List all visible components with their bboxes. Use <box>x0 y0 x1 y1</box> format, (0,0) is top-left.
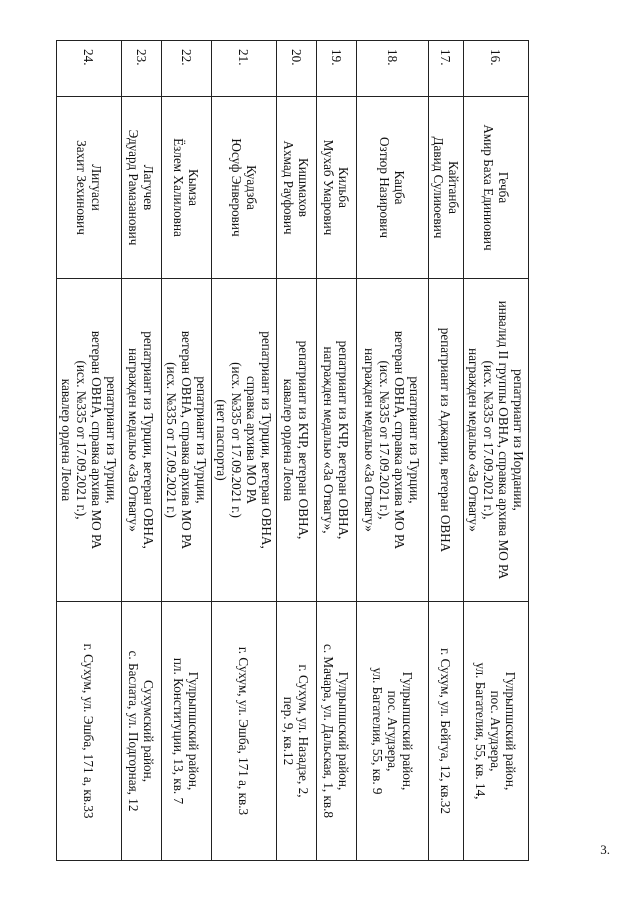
table-row <box>162 41 212 861</box>
table-row <box>122 41 162 861</box>
table-body <box>57 41 529 861</box>
address-cell-line: с. Баслата, ул. Подгорная, 12 <box>126 650 142 812</box>
status-cell <box>357 279 429 602</box>
name-cell <box>317 97 357 279</box>
status-cell <box>277 279 317 602</box>
status-cell-line: кавалер ордена Леона <box>59 378 74 502</box>
address-cell-line: пос. Агудзера, <box>385 690 400 772</box>
status-cell-line: награжден медалью «За Отвагу» <box>126 348 142 532</box>
address-cell <box>464 602 529 861</box>
status-cell <box>429 279 464 602</box>
row-number-cell: 21. <box>212 41 277 97</box>
address-cell <box>57 602 122 861</box>
row-number-cell: 17. <box>429 41 464 97</box>
table-row <box>212 41 277 861</box>
table-row <box>429 41 464 861</box>
address-cell-line: г. Сухум, ул. Эшба, 171 а, кв.3 <box>236 646 252 816</box>
status-cell-line: награжден медалью «За Отвагу», <box>321 346 337 534</box>
status-cell-line: (нет паспорта) <box>214 399 229 481</box>
address-cell-line: ул. Багателия, 55, кв. 14, <box>473 662 489 800</box>
row-number-cell: 16. <box>464 41 529 97</box>
status-cell-line: репатриант из КЧР, ветеран ОВНА, <box>296 340 312 540</box>
status-cell-line: репатриант из Турции, <box>104 376 119 504</box>
address-cell-line: пер. 9, кв.12 <box>281 696 297 766</box>
table-row <box>357 41 429 861</box>
row-number-cell: 24. <box>57 41 122 97</box>
status-cell-line: репатриант из Аджарии, ветеран ОВНА <box>438 327 454 553</box>
name-cell <box>162 97 212 279</box>
name-cell <box>464 97 529 279</box>
status-cell-line: ветеран ОВНА, справка архива МО РА <box>179 330 194 550</box>
name-cell-line: Куадзба <box>244 165 259 210</box>
status-cell <box>57 279 122 602</box>
table-row <box>57 41 122 861</box>
address-cell-line: пл. Конституции, 13, кв. 7 <box>171 657 187 805</box>
row-number-cell: 22. <box>162 41 212 97</box>
address-cell <box>277 602 317 861</box>
address-cell-line: г. Сухум, ул. Бейгуа, 12, кв.32 <box>438 648 454 814</box>
address-cell <box>122 602 162 861</box>
row-number-cell: 23. <box>122 41 162 97</box>
name-cell-line: Давид Сулиюевич <box>431 136 446 239</box>
status-cell-line: (исх. №335 от 17.09.2021 г.), <box>74 360 89 520</box>
name-cell <box>122 97 162 279</box>
status-cell-line: (исх. №335 от 17.09.2021 г.), <box>377 360 393 520</box>
name-cell-line: Юсуф Энверович <box>229 138 244 237</box>
row-number-cell: 19. <box>317 41 357 97</box>
name-cell-line: Лигуаси <box>89 164 104 211</box>
status-cell-line: награжден медалью «За Отвагу» <box>466 348 481 532</box>
veterans-table <box>56 40 529 861</box>
name-cell-line: Озтюр Назирович <box>377 137 393 238</box>
row-number-cell: 20. <box>277 41 317 97</box>
name-cell-line: Захит Зехинович <box>74 140 89 235</box>
address-cell <box>317 602 357 861</box>
row-number-cell: 18. <box>357 41 429 97</box>
address-cell-line: Сухумский район, <box>141 679 157 783</box>
status-cell <box>212 279 277 602</box>
name-cell-line: Амир Баха Единиович <box>481 124 496 251</box>
name-cell-line: Ахмад Рауфович <box>281 140 297 235</box>
name-cell-line: Кацба <box>392 170 408 205</box>
name-cell-line: Эдуард Рамазанович <box>126 129 142 246</box>
address-cell <box>429 602 464 861</box>
address-cell-line: пос. Агудзера, <box>488 690 504 772</box>
status-cell-line: награжден медалью «За Отвагу» <box>362 348 378 532</box>
address-cell <box>162 602 212 861</box>
address-cell-line: г. Сухум, ул. Эшба, 171 а, кв.33 <box>81 643 97 819</box>
status-cell <box>317 279 357 602</box>
name-cell <box>277 97 317 279</box>
status-cell-line: ветеран ОВНА, справка архива МО РА <box>392 330 408 550</box>
name-cell-line: Кайтанба <box>446 161 461 214</box>
address-cell-line: Гулрыпшский район, <box>336 671 352 791</box>
status-cell <box>122 279 162 602</box>
name-cell <box>57 97 122 279</box>
status-cell-line: репатриант из Иордании, <box>511 369 526 511</box>
name-cell-line: Ёзлем Халиловна <box>171 138 187 237</box>
status-cell-line: репатриант из Турции, <box>194 376 209 504</box>
address-cell-line: Гулрыпшский район, <box>400 671 415 791</box>
page-number: 3. <box>600 842 610 857</box>
address-cell-line: Гулрыпшский район, <box>186 671 202 791</box>
table-row <box>317 41 357 861</box>
address-cell-line: с. Мачара, ул. Дальская, 1, кв.8 <box>321 643 337 819</box>
name-cell-line: Кильба <box>336 166 352 208</box>
status-cell-line: репатриант из КЧР, ветеран ОВНА, <box>336 340 352 540</box>
status-cell-line: репатриант из Турции, ветеран ОВНА, <box>141 331 157 549</box>
address-cell <box>212 602 277 861</box>
name-cell-line: Кымза <box>186 168 202 207</box>
status-cell-line: репатриант из Турции, <box>407 376 423 504</box>
name-cell-line: Мухаб Умарович <box>321 139 337 236</box>
status-cell-line: инвалид II группы ОВНА, справка архива МО РА <box>496 300 511 580</box>
status-cell-line: (исх. №335 от 17.09.2021 г.) <box>229 362 244 518</box>
address-cell <box>357 602 429 861</box>
status-cell-line: (исх. №335 от 17.09.2021 г.) <box>164 362 179 518</box>
status-cell-line: кавалер ордена Леона <box>281 378 297 502</box>
name-cell <box>212 97 277 279</box>
name-cell-line: Кишмахов <box>296 157 312 218</box>
address-cell-line: Гулрыпшский район, <box>503 671 519 791</box>
status-cell-line: ветеран ОВНА, справка архива МО РА <box>89 330 104 550</box>
status-cell-line: репатриант из Турции, ветеран ОВНА, <box>259 331 274 549</box>
document-table-container <box>59 40 529 860</box>
name-cell-line: Лагучев <box>141 164 157 211</box>
address-cell-line: ул. Багателия, 55, кв. 9 <box>370 667 385 795</box>
status-cell-line: справка архива МО РА <box>244 376 259 504</box>
address-cell-line: г. Сухум, ул. Назадзе, 2, <box>296 664 312 798</box>
name-cell <box>429 97 464 279</box>
name-cell-line: Гечба <box>496 171 511 204</box>
status-cell <box>162 279 212 602</box>
name-cell <box>357 97 429 279</box>
status-cell-line: (исх. №335 от 17.09.2021 г.), <box>481 360 496 520</box>
status-cell <box>464 279 529 602</box>
table-row <box>277 41 317 861</box>
table-row <box>464 41 529 861</box>
